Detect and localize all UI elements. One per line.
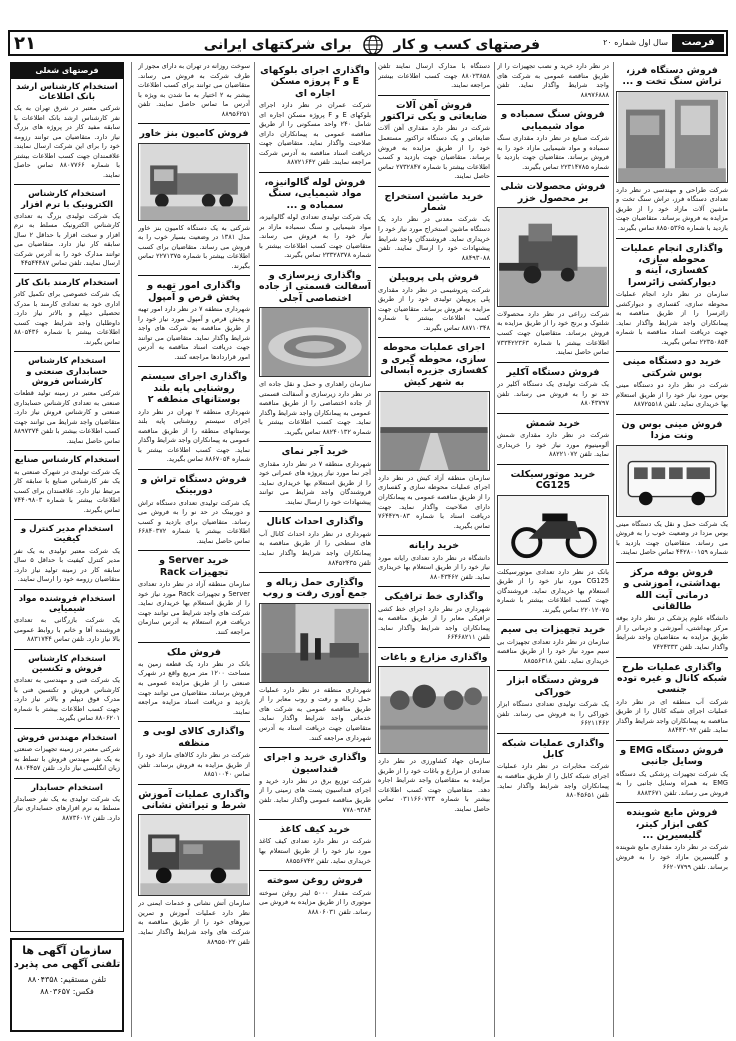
ad-separator [138,275,250,276]
job-column [10,62,124,932]
ad-body: سازمان در نظر دارد انجام عملیات محوطه سازی، کفسازی و دیوارکشی زائرسرا را از طریق مناقصه به پیمانکاران واجد شرایط واگذار نماید. جهت دریافت اسناد مناقصه با شماره ۲۲۳۵۰۸۵۴ تماس بگیرید. [616,290,728,346]
ad-office-subtitle: تلفنی آگهی می پذیرد [13,959,121,970]
ad-headline: فروش روغن سوخته [267,875,363,887]
fax-label: فکس: [72,987,94,996]
ad-body: شرکت در نظر دارد مقداری شمش آلومینیوم مورد نیاز خود را خریداری نماید. تلفن ۸۸۲۲۱۰۷۲ [497,431,609,459]
job-title: استخدام کارشناس حسابداری صنعتی و کارشناس فروش [26,356,108,387]
section-title-right: فرصتهای کسب و کار [393,37,540,53]
ad-separator [138,366,250,367]
ad-headline: فروش سنگ سمباده و مواد شیمیایی [501,109,605,132]
ad-body: شرکت در نظر دارد تعدادی کیف کاغذ مورد نیاز خود را از طریق استعلام بها خریداری نماید. تلفن ۸۸۵۵۶۷۴۲ [259,837,371,865]
job-body: یک شرکت خصوصی برای تکمیل کادر اداری خود به تعدادی کارمند با مدرک تحصیلی دیپلم و بالاتر نیاز دارد. داوطلبان واجد شرایط جهت کسب اطلاعات بیشتر با شماره ۸۸۰۵۴۳۶ تماس بگیرند. [14,290,120,346]
phone-label: تلفن مستقیم: [60,975,107,984]
job-body: یک شرکت تولیدی در شهرک صنعتی به یک نفر کارشناس صنایع با سابقه کار مرتبط نیاز دارد. علاقمندان برای کسب اطلاعات بیشتر با شماره ۷۴۴۰۹۸۰۳ تماس بگیرند. [14,467,120,514]
ad-headline: فروش دستگاه ابزار خوراکی [506,675,599,698]
ad-headline: فروش بوفه مرکز بهداشتی، آموزشی و درمانی آیت الله طالقانی [623,566,721,612]
ad-body: شرکت در نظر دارد مقداری مایع شوینده و گلیسیرین مازاد خود را به فروش برساند. تلفن ۶۶۲۰۷۷۹۹ [616,843,728,871]
ad-headline: فروش دستگاه آکلیر [506,366,600,378]
ad-separator [138,550,250,551]
road-photo [259,307,371,377]
ad-body: شرکت عمران در نظر دارد اجرای بلوکهای E و F پروژه مسکن اجاره ای شامل ۲۴۰ واحد مسکونی را از طریق مناقصه عمومی به پیمانکاران دارای صلاحیت واگذار نماید. متقاضیان جهت دریافت اسناد مناقصه به آدرس شرکت مراجعه نمایند. تلفن ۸۸۷۲۱۶۴۲ [259,101,371,167]
job-title: استخدام کارشناس ارشد بانک اطلاعات [16,81,118,102]
ad-separator [497,362,609,363]
masthead [8,30,728,56]
job-separator [14,273,120,274]
job-body: یک شرکت تولیدی به یک نفر حسابدار مسلط به نرم افزارهای حسابداری نیاز دارد. تلفن ۸۸۷۳۶۰۱۲ [14,794,120,823]
ad-body: سازمان آتش نشانی و خدمات ایمنی در نظر دارد عملیات آموزش و تمرین نیروهای خود را از طریق مناقصه به شرکت های واجد شرایط واگذار نماید. تلفن ۸۸۹۵۵۰۲۲ [138,899,250,946]
ad-separator [497,176,609,177]
ad-headline: واگذاری امور تهیه و پخش قرص و آمپول [147,280,241,303]
ad-separator [497,413,609,414]
ad-body: یک شرکت تولیدی یک دستگاه آکلیر در حد نو را به فروش می رساند. تلفن ۸۸۰۴۳۷۹۷ [497,380,609,408]
job-separator [14,728,120,729]
ad-body: یک شرکت تولیدی تعدادی دستگاه ابزار خوراکی را به فروش می رساند. تلفن ۶۶۲۱۱۴۶۲ [497,700,609,728]
ad-headline: واگذاری خرید و اجرای فنداسیون [263,752,367,775]
ad-headline: خرید Server و تجهیزات Rack [159,555,229,578]
ad-body: یک شرکت تجهیزات پزشکی یک دستگاه EMG به همراه وسایل جانبی را به فروش می رساند. تلفن ۸۸۸۳۶۷۱ [616,769,728,797]
machine-photo [616,91,728,183]
job-title: استخدام مدیر کنترل و کیفیت [20,524,114,545]
ad-headline: خرید آجر نمای [281,446,349,458]
ad-separator [138,123,250,124]
ad-body: شهرداری منطقه ۲ تهران در نظر دارد اجرای سیستم روشنایی پایه بلند بوستانهای منطقه را از طریق مناقصه عمومی به پیمانکاران واجد شرایط واگذار نماید. جهت کسب اطلاعات بیشتر با شماره ۸۸۶۷۰۵۴ تماس بگیرید. [138,407,250,464]
ad-headline: واگذاری احداث کانال [266,516,364,528]
ad-headline: واگذاری اجرای بلوکهای E و F پروژه مسکن اجاره ای [260,65,370,99]
job-body: شرکتی معتبر در زمینه تولید قطعات صنعتی به تعدادی کارشناس حسابداری صنعتی و کارشناس فروش نیاز دارد. متقاضیان واجد شرایط می توانند جهت کسب اطلاعات بیشتر با تلفن ۸۸۹۷۳۷۴ تماس حاصل نمایند. [14,389,120,445]
ad-body: سازمان در نظر دارد تعدادی تجهیزات بی سیم مورد نیاز خود را از طریق مناقصه خریداری نماید. تلفن ۸۸۵۵۶۳۱۸ [497,637,609,665]
phone-number: ۸۸۰۴۳۵۸ [27,975,58,984]
ad-body: شهرداری منطقه ۷ در نظر دارد مقداری آجر نما مورد نیاز پروژه های عمرانی خود را از طریق استعلام بها خریداری نماید. فروشندگان واجد شرایط می توانند پیشنهادات خود را ارسال نمایند. [259,459,371,506]
ad-headline: فروش پلی پروپیلن [388,272,480,284]
ad-separator [497,733,609,734]
ad-body: شرکت در نظر دارد کالاهای مازاد خود را از طریق مزایده به فروش برساند. تلفن تماس ۸۸۵۱۰۰۴۰ [138,750,250,779]
job-body: شرکتی معتبر در شرق تهران به یک نفر کارشناس ارشد بانک اطلاعات با سابقه مفید کار در پروژه های بزرگ نیاز دارد. متقاضیان می توانند رزومه خود را برای این شرکت ارسال نمایند. علاقمندان جهت کسب اطلاعات بیشتر با شماره ۸۸۰۷۷۶۶ تماس حاصل نمایند. [14,103,120,179]
ad-separator [378,337,490,338]
page-number: ۲۱ [14,33,36,54]
ad-body: شرکت زراعی در نظر دارد محصولات شلتوک و برنج خود را از طریق مزایده به فروش برساند. متقاضیان جهت کسب اطلاعات بیشتر با شماره ۷۳۳۴۲۲۳۶۳ تماس حاصل نمایند. [497,309,609,357]
ad-separator [259,819,371,820]
ad-body: یک شرکت معدنی در نظر دارد یک دستگاه ماشین استخراج مورد نیاز خود را خریداری نماید. فروشندگان واجد شرایط پیشنهادات خود را ارسال نمایند. تلفن ۸۸۴۹۳۰۸۸ [378,215,490,262]
ad-body: شهرداری در نظر دارد اجرای خط کشی ترافیکی معابر را از طریق مناقصه به پیمانکاران واجد شرایط واگذار نماید. تلفن ۶۶۴۶۸۲۱۱ [378,604,490,642]
ad-body: سازمان منطقه آزاد کیش در نظر دارد اجرای عملیات محوطه سازی و کفسازی را از طریق مناقصه عمومی به پیمانکاران دارای صلاحیت واگذار نماید. جهت دریافت اسناد با شماره ۷۶۴۴۲۹۰۸۳ تماس بگیرید. [378,473,490,530]
ad-separator [259,572,371,573]
ad-headline: واگذاری انجام عملیات محوطه سازی، کفسازی، آینه و دیوارکشی زائرسرا [620,242,724,288]
ad-body: سوخت روزانه در تهران به دارای مجوز از طرف شرکت به فروش می رساند. متقاضیان می توانند برای کسب اطلاعات بیشتر به ۲ اختیار به ما شدن به ویژه با آدرس ما تماس حاصل نمایند. تلفن ۸۸۹۵۶۲۵۱ [138,62,250,118]
job-separator [14,351,120,352]
ad-separator [259,441,371,442]
ad-headline: فروش دستگاه تراش و دوربینک [141,473,247,497]
ad-headline: خرید شمش [525,417,581,429]
ad-headline: فروش دستگاه EMG و وسایل جانبی [620,744,724,768]
ad-headline: خرید موتورسیکلت CG125 [510,468,596,492]
ad-headline: خرید ماشین استخراج شمار [384,190,484,214]
ad-headline: اجرای عملیات محوطه سازی، محوطه گیری و کفسازی جزیره آبسالی به شهر کیش [380,342,488,388]
ad-body: شرکت مقدار ۵۰۰۰ لیتر روغن سوخته موتوری را از طریق مزایده به فروش می رساند. تلفن ۸۸۸۰۶۰۳۱ [259,888,371,916]
column-5 [497,62,609,1037]
motorcycle-photo [497,495,609,565]
section-title-left: برای شرکتهای ایرانی [203,37,352,53]
job-separator [14,649,120,650]
ad-headline: فروش کامیون بنز خاور [139,128,249,140]
ad-body: یک شرکت تولیدی تعدادی لوله گالوانیزه، مواد شیمیایی و سنگ سمباده مازاد بر نیاز خود را به فروش می رساند. متقاضیان جهت کسب اطلاعات بیشتر با شماره ۲۳۳۲۸۳۷۸ تماس بگیرند. [259,213,371,260]
job-title: استخدام مهندس فروش [17,732,117,743]
job-separator [14,519,120,520]
ad-separator [616,414,728,415]
ad-separator [616,562,728,563]
ad-headline: واگذاری حمل زباله و جمع آوری رفت و روب [262,577,368,600]
job-separator [14,778,120,779]
section-title [203,35,540,55]
job-separator [14,589,120,590]
ad-body: شهرداری منطقه در نظر دارد عملیات حمل زباله و رفت و روب معابر را از طریق مناقصه عمومی به شرکت های خدماتی واجد شرایط واگذار نماید. متقاضیان جهت دریافت اسناد به آدرس شهرداری مراجعه کنند. [259,685,371,742]
job-title: استخدام کارمند بانک کار [16,278,118,288]
ad-body: دستگاه با مدارک ارسال نمایند تلفن ۸۸۰۲۳۸۵۸ جهت کسب اطلاعات بیشتر مراجعه نمایند. [378,62,490,90]
ad-body: شرکت آب منطقه ای در نظر دارد عملیات اجرای شبکه کانال را از طریق مناقصه به پیمانکاران واجد شرایط واگذار نماید. تلفن ۸۸۴۴۳۰۹۲ [616,697,728,735]
ad-separator [138,721,250,722]
job-body: یک شرکت معتبر تولیدی به یک نفر مدیر کنترل کیفیت با حداقل ۵ سال سابقه کار در زمینه تولید نیاز دارد. متقاضیان رزومه خود را ارسال نمایند. [14,546,120,584]
job-column-heading: فرصتهای شغلی [11,63,123,79]
ad-body: یک شرکت تولیدی تعدادی دستگاه تراش و دوربینک در حد نو را به فروش می رساند. متقاضیان برای بازدید و کسب اطلاعات بیشتر با شماره ۶۶۸۴۰۳۷۲ تماس حاصل نمایند. [138,498,250,545]
ad-body: شرکت صنایع در نظر دارد مقداری سنگ سمباده و مواد شیمیایی مازاد خود را به فروش برساند. متقاضیان جهت بازدید با شماره ۲۲۳۱۴۷۸۵ تماس بگیرند. [497,133,609,171]
job-body: یک شرکت فنی و مهندسی به تعدادی کارشناس فروش و تکنسین فنی با مدرک فوق دیپلم و بالاتر نیاز دارد. جهت کسب اطلاعات بیشتر با شماره ۸۸۰۶۲۰۱ تماس بگیرید. [14,676,120,723]
job-separator [14,450,120,451]
job-body: شرکتی معتبر در زمینه تجهیزات صنعتی به یک نفر مهندس فروش با تسلط به زبان انگلیسی نیاز دارد. تلفن ۸۸۰۴۴۵۷ [13,745,120,773]
ad-headline: واگذاری عملیات شبکه کابل [501,737,605,761]
ad-separator [138,784,250,785]
ad-office-title: سازمان آگهی ها [22,944,112,957]
ad-headline: فروش ملک [167,646,221,658]
ad-headline: خرید رایانه [408,540,460,552]
firetruck-photo [138,814,250,896]
ad-headline: فروش لوله گالوانیزه، مواد شیمیایی، سنگ سمباده و ... [264,177,366,211]
ad-body: شرکت توزیع برق در نظر دارد خرید و اجرای فنداسیون پست های زمینی را از طریق مناقصه عمومی واگذار نماید. تلفن ۷۷۸۰۹۳۸۴ [259,776,371,814]
ad-body: شرکت در نظر دارد مقداری آهن آلات ضایعاتی و یک دستگاه تراکتور مستعمل خود را از طریق مزایده به فروش برساند. متقاضیان جهت بازدید و کسب اطلاعات بیشتر با شماره ۲۷۳۲۸۴۷ تماس حاصل نمایند. [378,124,490,181]
field-photo [378,391,490,471]
ad-body: دانشگاه علوم پزشکی در نظر دارد بوفه مرکز بهداشتی، آموزشی و درمانی را از طریق مزایده به متقاضیان واجد شرایط واگذار نماید. تلفن ۷۴۲۴۳۳۳ [616,614,728,651]
ad-headline: فروش دستگاه فرز، تراش سنگ تخت و ... [622,65,722,88]
ad-body: سازمان جهاد کشاورزی در نظر دارد تعدادی از مزارع و باغات خود را از طریق مزایده به متقاضیان واجد شرایط اجاره دهد. متقاضیان جهت کسب اطلاعات بیشتر با شماره ۰۳۱۱۶۶۰۷۳۳ تماس حاصل نمایند. [378,757,490,813]
column-4 [378,62,490,1037]
orchard-photo [378,666,490,754]
ad-separator [259,870,371,871]
ad-separator [138,469,250,470]
ad-separator [616,740,728,741]
ad-separator [616,657,728,658]
ad-headline: واگذاری مزارع و باغات [380,651,488,663]
ad-separator [497,619,609,620]
ad-separator [497,670,609,671]
job-body: یک شرکت تولیدی بزرگ به تعدادی کارشناس الکترونیک مسلط به نرم افزار و سخت افزار با حداقل ۲ سال سابقه کار نیاز دارد. متقاضیان می توانند مدارک خود را به آدرس شرکت ارسال نمایند. تلفن تماس ۴۴۵۴۴۴۸۷ [14,211,121,268]
ad-headline: خرید تجهیزات بی سیم [500,624,606,636]
ad-separator [259,172,371,173]
ad-body: شهرداری در نظر دارد احداث کانال آب های سطحی را از طریق مناقصه به پیمانکاران واجد شرایط واگذار نماید. تلفن ۸۸۴۵۲۴۳۵ [259,529,371,567]
ad-headline: خرید دو دستگاه مینی بوس شرکتی [622,356,722,379]
globe-icon [363,35,383,55]
job-separator [14,184,120,185]
job-title: استخدام کارشناس الکترونیک با ترم افزار [21,189,113,210]
ad-body: در نظر دارد خرید و نصب تجهیزات را از طریق مناقصه عمومی به شرکت های واجد شرایط واگذار نماید. تلفن ۸۸۹۷۶۸۸۸ [497,62,609,99]
ad-separator [378,586,490,587]
ad-headline: واگذاری اجرای سیستم روشنایی پایه بلند بوستانهای منطقه ۲ [140,371,248,406]
ad-body: شرکت پتروشیمی در نظر دارد مقداری پلی پروپیلن تولیدی خود را از طریق مزایده به فروش برساند. متقاضیان جهت کسب اطلاعات بیشتر با شماره ۸۸۷۱۰۳۴۸ تماس بگیرند. [378,285,490,332]
ad-separator [259,265,371,266]
ad-body: شرکتی به یک دستگاه کامیون بنز خاور مدل ۱۳۸۱ در وضعیت بسیار خوب را به فروش می رساند. متقاضیان برای کسب اطلاعات بیشتر با شماره ۲۲۷۱۳۷۵ تماس بگیرند. [138,223,250,270]
ad-headline: واگذاری عملیات آموزش شرط و تیراتش نشانی [138,788,250,811]
job-title: استخدام کارشناس فروش و تکنسین [28,653,106,674]
ad-headline: واگذاری عملیات طرح شبکه کانال و غیره توده جنسی [616,661,727,696]
ad-headline: واگذاری کالای لوبی و منظفه [143,726,245,749]
ad-separator [497,464,609,465]
ad-office-box [10,938,124,1032]
minibus-photo [616,445,728,517]
ad-body: شرکت مخابرات در نظر دارد عملیات اجرای شبکه کابل را از طریق مناقصه به پیمانکاران واجد شرایط واگذار نماید. تلفن ۸۸۰۴۵۶۵۱ [497,762,609,800]
ad-headline: فروش محصولات شلی بر محصول خزر [500,181,606,204]
column-3 [259,62,371,1037]
truck-photo [138,143,250,221]
ad-body: شهرداری منطقه ۷ در نظر دارد امور تهیه و پخش قرص و آمپول مورد نیاز خود را از طریق مناقصه به شرکت های واجد شرایط واگذار نماید. متقاضیان می توانند جهت دریافت اسناد مناقصه به آدرس امور قراردادها مراجعه کنند. [138,305,250,361]
column-2 [138,62,250,1037]
ad-separator [138,642,250,643]
ad-headline: خرید کیف کاغذ [279,824,351,836]
column-6 [616,62,728,1037]
ad-body: سازمان منطقه آزاد در نظر دارد تعدادی Server و تجهیزات Rack مورد نیاز خود را از طریق استعلام بها خریداری نماید. شرکت های واجد شرایط می توانند جهت دریافت فرم استعلام به آدرس سازمان مراجعه کنند. [138,580,250,636]
ad-office-phones [12,974,122,998]
job-body: یک شرکت بازرگانی به تعدادی فروشنده آقا و خانم با روابط عمومی بالا نیاز دارد. تلفن تماس ۸۸۳۱۷۴۴ [14,616,120,644]
ad-headline: فروش مینی بوس ون ونت مزدا [621,418,723,442]
ad-separator [378,535,490,536]
job-title: استخدام حسابدار [31,782,103,793]
ad-body: بانک در نظر دارد تعدادی موتورسیکلت CG125 مورد نیاز خود را از طریق استعلام بها خریداری نماید. فروشندگان جهت کسب اطلاعات بیشتر با شماره ۲۲۰۱۲۰۷۵ تماس بگیرند. [497,567,609,614]
ad-body: شرکت در نظر دارد دو دستگاه مینی بوس مورد نیاز خود را از طریق استعلام بها خریداری نماید. تلفن ۸۸۷۲۵۵۱۸ [616,381,728,409]
job-title: استخدام فروشنده مواد شیمیایی [18,593,116,614]
ad-separator [616,351,728,352]
issue-number: سال اول شماره ۲۰ [603,38,668,47]
ad-separator [497,104,609,105]
ad-headline: فروش آهن آلات ضایعاتی و یکی تراکتور [380,99,488,123]
ad-headline: فروش مایع شوینده کفی ابزار کیتر، گلیسیرین ... [626,807,718,842]
ad-separator [378,186,490,187]
ad-separator [616,238,728,239]
street-photo [259,603,371,683]
ad-headline: واگذاری خط ترافیکی [384,591,484,603]
ad-body: یک شرکت حمل و نقل یک دستگاه مینی بوس مزدا در وضعیت خوب را به فروش می رساند. متقاضیان جهت بازدید با شماره ۴۴۲۸۰۰۱۵۹ تماس حاصل نمایند. [616,519,728,557]
harvester-photo [497,207,609,307]
job-title: استخدام کارشناس صنایع [14,455,120,466]
ad-body: سازمان راهداری و حمل و نقل جاده ای در نظر دارد زیرسازی و آسفالت قسمتی از جاده اختصاصی را از طریق مناقصه عمومی به پیمانکاران واجد شرایط واگذار نماید. جهت کسب اطلاعات بیشتر با شماره ۸۸۲۴۰۱۳۲ تماس بگیرید. [259,380,371,436]
ad-separator [259,511,371,512]
ad-separator [616,802,728,803]
paper-logo: فرصت [672,34,724,52]
ad-headline: واگذاری زیرسازی و آسفالت قسمتی از جاده اختصاصی آجلی [259,269,371,304]
ad-separator [378,95,490,96]
ad-separator [378,267,490,268]
ad-body: دانشگاه در نظر دارد تعدادی رایانه مورد نیاز خود را از طریق استعلام بها خریداری نماید. تلفن ۸۸۰۴۳۴۶۲ [378,553,490,581]
ad-body: بانک در نظر دارد یک قطعه زمین به مساحت ۱۲۰۰ متر مربع واقع در شهرک صنعتی را از طریق مزایده عمومی به فروش برساند. متقاضیان می توانند جهت بازدید و دریافت اسناد مزایده مراجعه نمایند. [138,659,250,716]
ad-body: شرکت طراحی و مهندسی در نظر دارد تعدادی دستگاه فرز، تراش سنگ تخت و ماشین آلات مازاد خود را از طریق مزایده به فروش برساند. متقاضیان جهت بازدید با شماره ۸۸۵۰۵۳۶۵ تماس بگیرند. [616,185,728,232]
ad-separator [259,747,371,748]
ad-separator [378,647,490,648]
fax-number: ۸۸۰۳۶۵۷ [40,987,71,996]
